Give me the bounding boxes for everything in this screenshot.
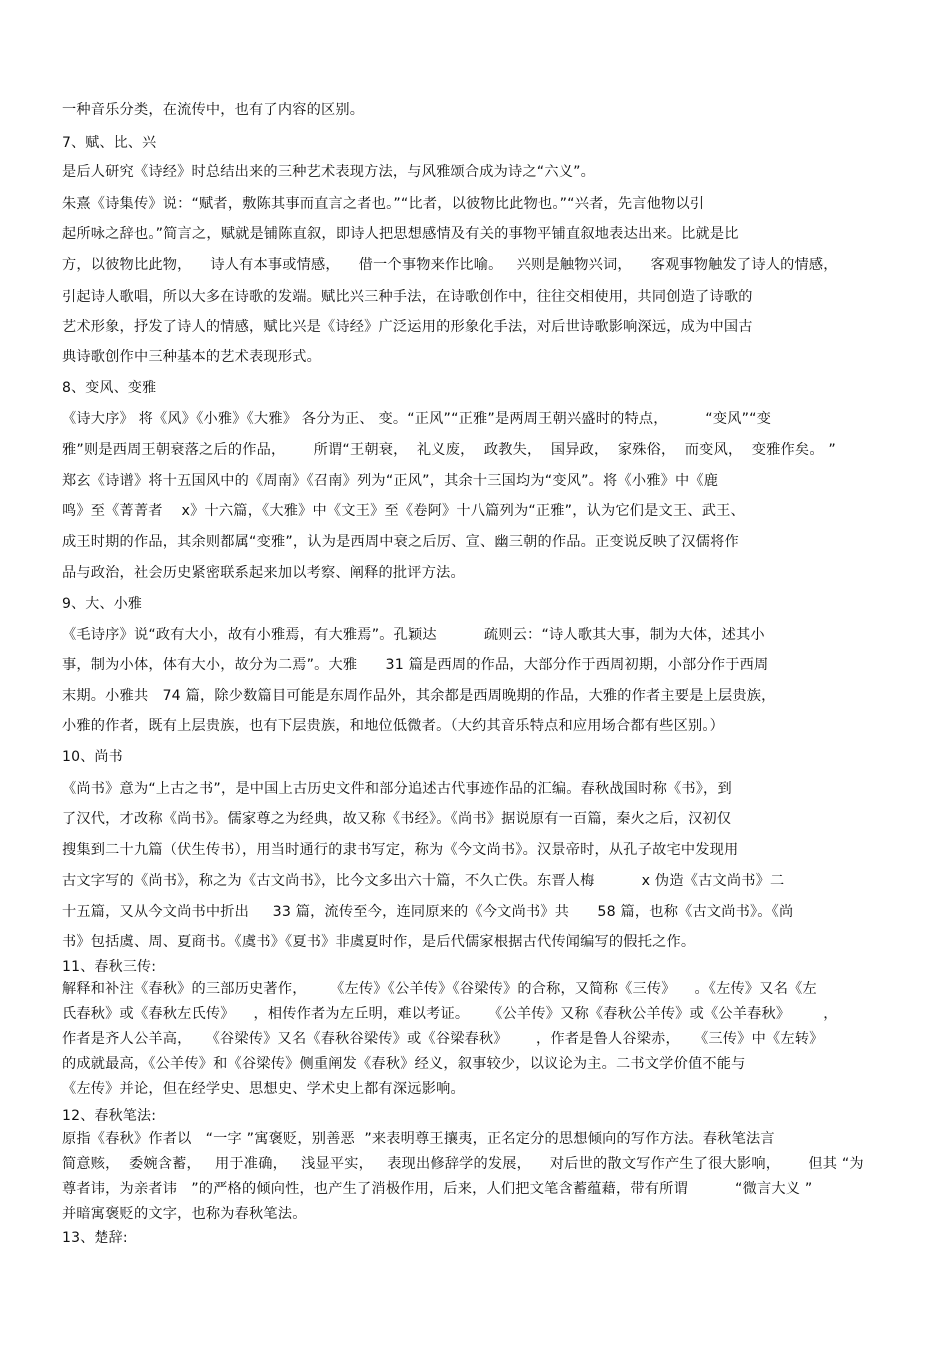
text-line: 朱熹《诗集传》说：“赋者，敷陈其事而直言之者也。”“比者，以彼物比此物也。”“兴者，先言他物以引 bbox=[62, 196, 705, 212]
text-line: 成王时期的作品，其余则都属“变雅”，认为是西周中衰之后厉、宣、幽三朝的作品。正变说反映了汉儒将作 bbox=[62, 534, 739, 550]
section-heading: 8、变风、变雅 bbox=[62, 380, 157, 396]
text-line: 十五篇，又从今文尚书中折出 33 篇，流传至今，连同原来的《今文尚书》共 58 篇，也称《古文尚书》。《尚 bbox=[62, 904, 794, 920]
text-line: 氏春秋》或《春秋左氏传》 ，相传作者为左丘明，难以考证。 《公羊传》又称《春秋公羊传》或《公羊春秋》 ， bbox=[62, 1006, 838, 1022]
text-line: 郑玄《诗谱》将十五国风中的《周南》《召南》列为“正风”，其余十三国均为“变风”。将《小雅》中《鹿 bbox=[62, 473, 719, 489]
text-line: 作者是齐人公羊高， 《谷梁传》又名《春秋谷梁传》或《谷梁春秋》 ，作者是鲁人谷梁赤， 《三传》中《左转》 bbox=[62, 1031, 824, 1047]
text-line: 一种音乐分类，在流传中，也有了内容的区别。 bbox=[62, 102, 365, 118]
text-line: 是后人研究《诗经》时总结出来的三种艺术表现方法，与风雅颂合成为诗之“六义”。 bbox=[62, 164, 596, 180]
section-heading: 13、楚辞: bbox=[62, 1230, 128, 1246]
text-line: 《诗大序》 将《风》《小雅》《大雅》 各分为正、 变。“正风”“正雅”是两周王朝兴盛时的特点， “变风”“变 bbox=[62, 411, 772, 427]
text-line: 《毛诗序》说“政有大小，故有小雅焉，有大雅焉”。孔颖达 疏则云：“诗人歌其大事，制为大体，述其小 bbox=[62, 627, 765, 643]
text-line: 书》包括虞、周、夏商书。《虞书》《夏书》非虞夏时作，是后代儒家根据古代传闻编写的假托之作。 bbox=[62, 934, 696, 950]
text-line: 尊者讳，为亲者讳 ”的严格的倾向性，也产生了消极作用，后来，人们把文笔含蓄蕴藉，带有所谓 “微言大义 ” bbox=[62, 1181, 813, 1197]
section-heading: 9、大、小雅 bbox=[62, 596, 143, 612]
text-line: 小雅的作者，既有上层贵族，也有下层贵族，和地位低微者。（大约其音乐特点和应用场合都有些区别。） bbox=[62, 718, 725, 734]
text-line: 引起诗人歌唱，所以大多在诗歌的发端。赋比兴三种手法，在诗歌创作中，往往交相使用，共同创造了诗歌的 bbox=[62, 289, 753, 305]
text-line: 鸣》至《菁菁者 x》十六篇，《大雅》中《文王》至《卷阿》十八篇列为“正雅”，认为它们是文王、武王、 bbox=[62, 503, 745, 519]
text-line: 的成就最高，《公羊传》和《谷梁传》侧重阐发《春秋》经义，叙事较少，以议论为主。二书文学价值不能与 bbox=[62, 1056, 746, 1072]
text-line: 典诗歌创作中三种基本的艺术表现形式。 bbox=[62, 349, 321, 365]
text-line: 简意赅， 委婉含蓄， 用于准确， 浅显平实， 表现出修辞学的发展， 对后世的散文写作产生了很大影响， 但其 “为 bbox=[62, 1156, 864, 1172]
text-line: 雅”则是西周王朝衰落之后的作品， 所谓“王朝衰， 礼义废， 政教失， 国异政， 家殊俗， 而变风， 变雅作矣。 ” bbox=[62, 442, 836, 458]
text-line: 末期。小雅共 74 篇，除少数篇目可能是东周作品外，其余都是西周晚期的作品，大雅的作者主要是上层贵族， bbox=[62, 688, 776, 704]
text-line: 解释和补注《春秋》的三部历史著作， 《左传》《公羊传》《谷梁传》的合称，又简称《三传》 。《左传》又名《左 bbox=[62, 981, 817, 997]
text-line: 《尚书》意为“上古之书”，是中国上古历史文件和部分追述古代事迹作品的汇编。春秋战国时称《书》，到 bbox=[62, 781, 732, 797]
text-line: 起所咏之辞也。”简言之，赋就是铺陈直叙，即诗人把思想感情及有关的事物平铺直叙地表达出来。比就是比 bbox=[62, 226, 739, 242]
section-heading: 12、春秋笔法: bbox=[62, 1108, 157, 1124]
text-line: 艺术形象，抒发了诗人的情感，赋比兴是《诗经》广泛运用的形象化手法，对后世诗歌影响深远，成为中国古 bbox=[62, 319, 753, 335]
text-line: 原指《春秋》作者以 “一字 ”寓褒贬，别善恶 ”来表明尊王攘夷，正名定分的思想倾向的写作方法。春秋笔法言 bbox=[62, 1131, 775, 1147]
text-line: 古文字写的《尚书》，称之为《古文尚书》，比今文多出六十篇，不久亡佚。东晋人梅 x 伪造《古文尚书》二 bbox=[62, 873, 785, 889]
text-line: 《左传》并论，但在经学史、思想史、学术史上都有深远影响。 bbox=[62, 1081, 465, 1097]
text-line: 品与政治，社会历史紧密联系起来加以考察、阐释的批评方法。 bbox=[62, 565, 465, 581]
section-heading: 10、尚书 bbox=[62, 749, 123, 765]
section-heading: 7、赋、比、兴 bbox=[62, 135, 157, 151]
text-line: 搜集到二十九篇（伏生传书），用当时通行的隶书写定，称为《今文尚书》。汉景帝时，从孔子故宅中发现用 bbox=[62, 842, 739, 858]
text-line: 了汉代，才改称《尚书》。儒家尊之为经典，故又称《书经》。《尚书》据说原有一百篇，秦火之后，汉初仅 bbox=[62, 811, 732, 827]
text-line: 事，制为小体，体有大小，故分为二焉”。大雅 31 篇是西周的作品，大部分作于西周初期，小部分作于西周 bbox=[62, 657, 769, 673]
section-heading: 11、春秋三传: bbox=[62, 959, 157, 975]
text-line: 方，以彼物比此物， 诗人有本事或情感， 借一个事物来作比喻。 兴则是触物兴词， 客观事物触发了诗人的情感， bbox=[62, 257, 838, 273]
text-line: 并暗寓褒贬的文字，也称为春秋笔法。 bbox=[62, 1206, 307, 1222]
